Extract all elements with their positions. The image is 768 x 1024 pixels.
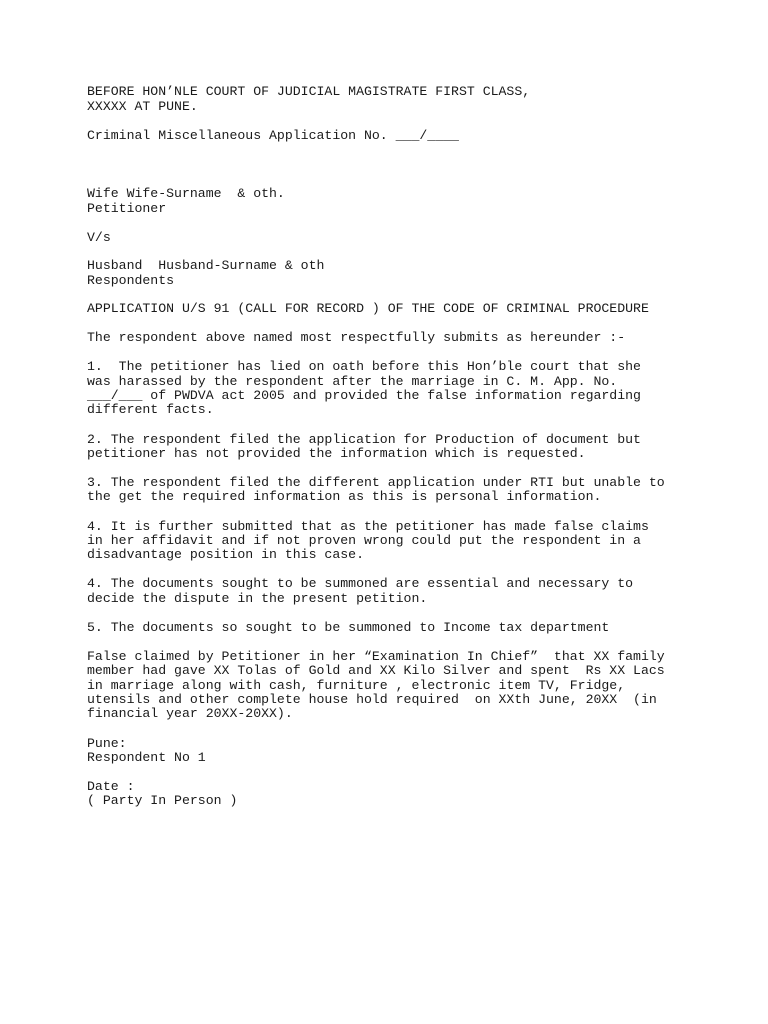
footer-place: Pune: (87, 736, 127, 751)
point-5-line-1: 5. The documents so sought to be summoned to Income tax department (87, 620, 610, 635)
point-4b-line-2: decide the dispute in the present petition. (87, 591, 428, 606)
point-1-line-1: 1. The petitioner has lied on oath before this Hon’ble court that she (87, 359, 641, 374)
false-claim-line-3: in marriage along with cash, furniture , electronic item TV, Fridge, (87, 678, 626, 693)
false-claim-line-4: utensils and other complete house hold required on XXth June, 20XX (in (87, 692, 657, 707)
point-3-line-2: the get the required information as this is personal information. (87, 489, 602, 504)
petitioner-role: Petitioner (87, 201, 167, 216)
respondent-name: Husband Husband-Surname & oth (87, 258, 325, 273)
footer-signatory: Respondent No 1 (87, 750, 206, 765)
point-1-line-4: different facts. (87, 402, 214, 417)
application-title: APPLICATION U/S 91 (CALL FOR RECORD ) OF THE CODE OF CRIMINAL PROCEDURE (87, 301, 649, 316)
versus-label: V/s (87, 230, 111, 245)
point-4a-line-1: 4. It is further submitted that as the petitioner has made false claims (87, 519, 649, 534)
point-1-line-3: ___/___ of PWDVA act 2005 and provided the false information regarding (87, 388, 641, 403)
application-number: Criminal Miscellaneous Application No. ___/____ (87, 128, 459, 143)
court-heading-line-1: BEFORE HON’NLE COURT OF JUDICIAL MAGISTRATE FIRST CLASS, (87, 84, 531, 99)
footer-party: ( Party In Person ) (87, 793, 238, 808)
respondent-role: Respondents (87, 273, 175, 288)
false-claim-line-1: False claimed by Petitioner in her “Examination In Chief” that XX family (87, 649, 665, 664)
footer-date: Date : (87, 779, 135, 794)
point-3-line-1: 3. The respondent filed the different application under RTI but unable to (87, 475, 665, 490)
false-claim-line-5: financial year 20XX-20XX). (87, 706, 293, 721)
court-heading-line-2: XXXXX AT PUNE. (87, 99, 198, 114)
point-4b-line-1: 4. The documents sought to be summoned are essential and necessary to (87, 576, 634, 591)
false-claim-line-2: member had gave XX Tolas of Gold and XX Kilo Silver and spent Rs XX Lacs (87, 663, 665, 678)
point-4a-line-2: in her affidavit and if not proven wrong could put the respondent in a (87, 533, 641, 548)
point-4a-line-3: disadvantage position in this case. (87, 547, 364, 562)
petitioner-name: Wife Wife-Surname & oth. (87, 186, 285, 201)
point-2-line-2: petitioner has not provided the information which is requested. (87, 446, 586, 461)
point-2-line-1: 2. The respondent filed the application for Production of document but (87, 432, 641, 447)
intro-paragraph: The respondent above named most respectfully submits as hereunder :- (87, 330, 626, 345)
point-1-line-2: was harassed by the respondent after the marriage in C. M. App. No. (87, 374, 618, 389)
